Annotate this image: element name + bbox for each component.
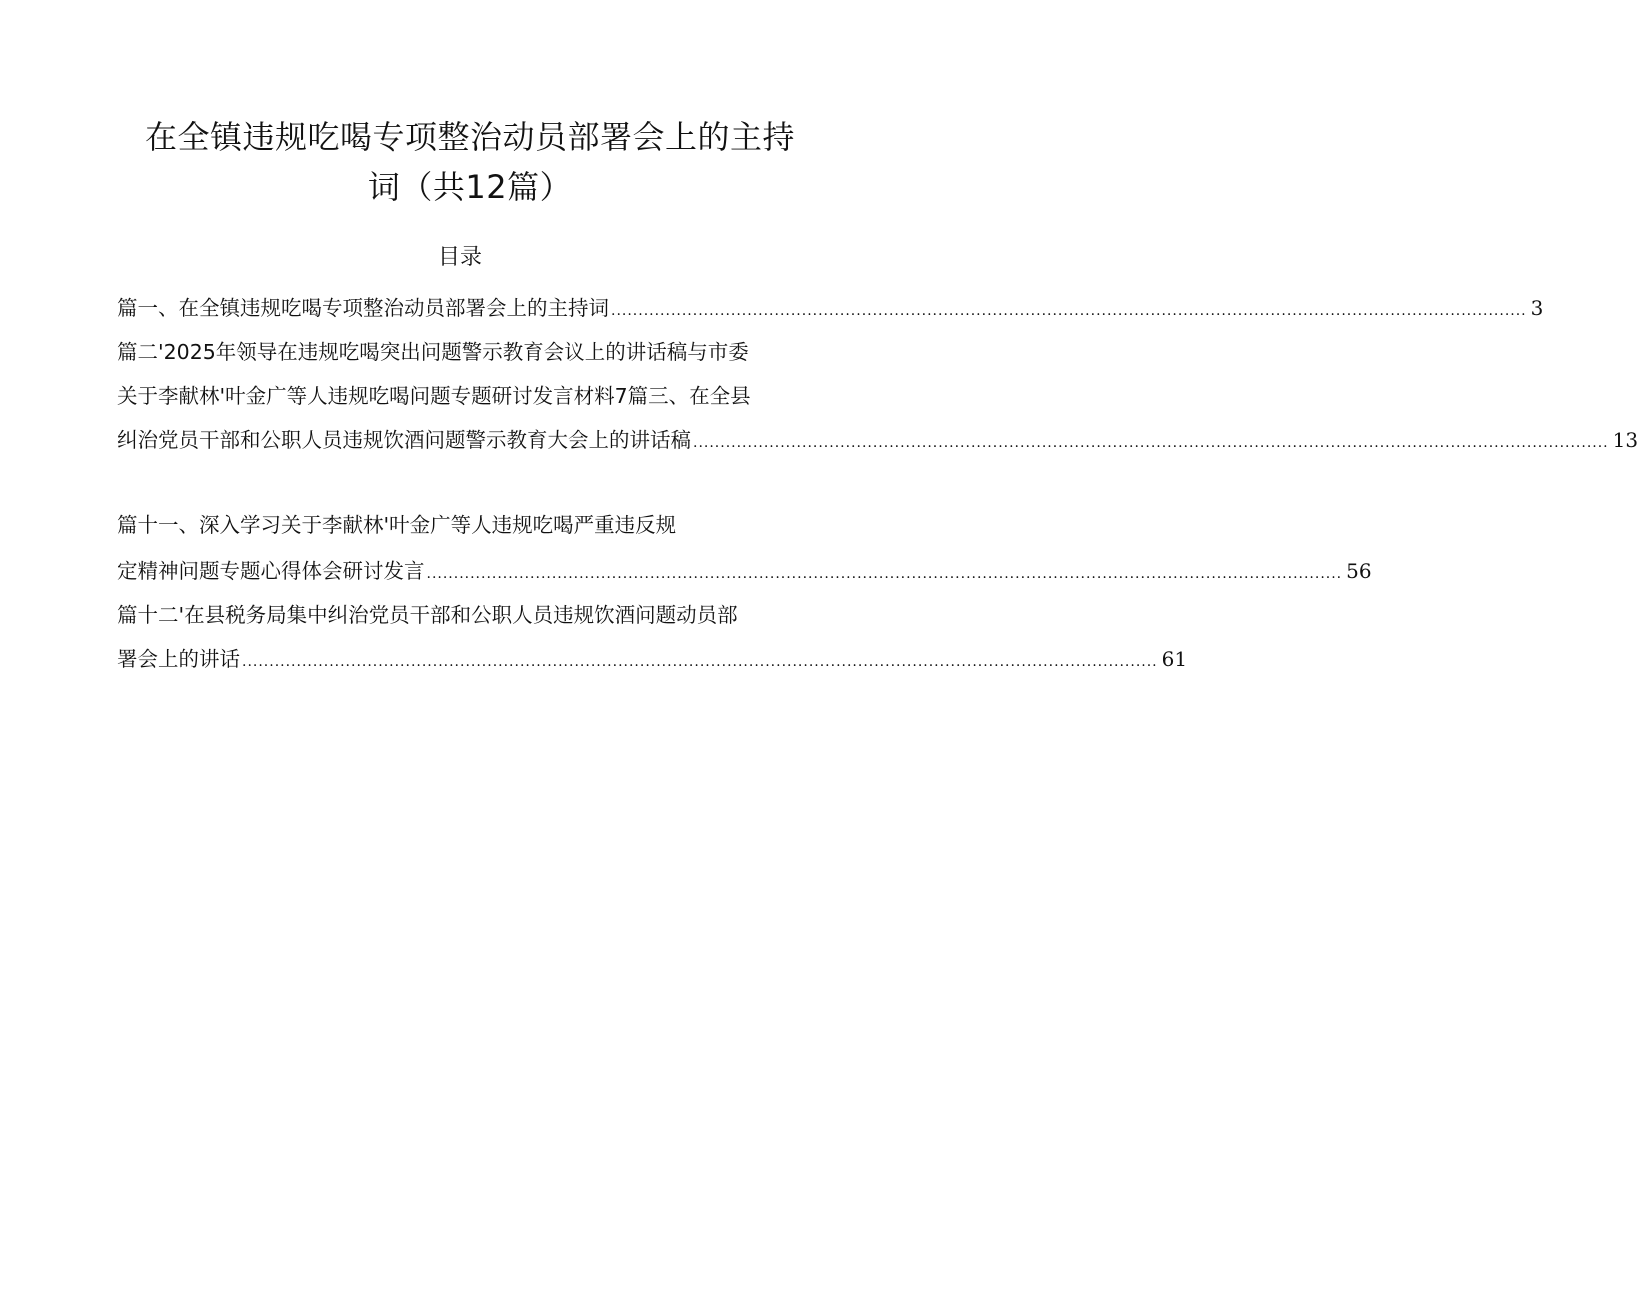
toc-page-number: 56 bbox=[1346, 559, 1372, 583]
toc-entry-12-line-2[interactable] bbox=[117, 642, 1188, 676]
toc-leader-dots: ........................................................................................................................................................................ bbox=[426, 566, 1343, 582]
toc-entry-text: 纠治党员干部和公职人员违规饮酒问题警示教育大会上的讲话稿 bbox=[117, 428, 691, 452]
toc-entry-2-line-1[interactable]: 篇二'2025年领导在违规吃喝突出问题警示教育会议上的讲话稿与市委 bbox=[117, 340, 749, 364]
title-line-2: 词（共12篇） bbox=[367, 168, 573, 206]
toc-page-number: 13 bbox=[1612, 428, 1638, 452]
toc-entry-11-line-2[interactable] bbox=[117, 554, 1372, 588]
toc-page-number: 3 bbox=[1530, 296, 1544, 320]
toc-entry-11-line-1[interactable]: 篇十一、深入学习关于李献林'叶金广等人违规吃喝严重违反规 bbox=[117, 513, 677, 537]
toc-entry-text: 定精神问题专题心得体会研讨发言 bbox=[117, 559, 425, 583]
toc-entry-text: 署会上的讲话 bbox=[117, 647, 240, 671]
toc-leader-dots: ........................................................................................................................................................................ bbox=[693, 435, 1609, 451]
toc-page-number: 61 bbox=[1161, 647, 1188, 671]
title-line-1: 在全镇违规吃喝专项整治动员部署会上的主持 bbox=[144, 118, 795, 156]
toc-leader-dots: ........................................................................................................................................................................ bbox=[242, 654, 1158, 670]
toc-entry-1[interactable] bbox=[117, 291, 1544, 325]
toc-entry-12-line-1[interactable]: 篇十二'在县税务局集中纠治党员干部和公职人员违规饮酒问题动员部 bbox=[117, 603, 738, 627]
toc-heading: 目录 bbox=[437, 245, 482, 270]
document-title bbox=[120, 112, 820, 212]
toc-entry-2-line-2[interactable]: 关于李献林'叶金广等人违规吃喝问题专题研讨发言材料7篇三、在全县 bbox=[117, 384, 751, 408]
toc-entry-3[interactable] bbox=[117, 423, 1638, 457]
toc-entry-text: 篇一、在全镇违规吃喝专项整治动员部署会上的主持词 bbox=[117, 296, 609, 320]
toc-leader-dots: ........................................................................................................................................................................ bbox=[611, 303, 1527, 319]
